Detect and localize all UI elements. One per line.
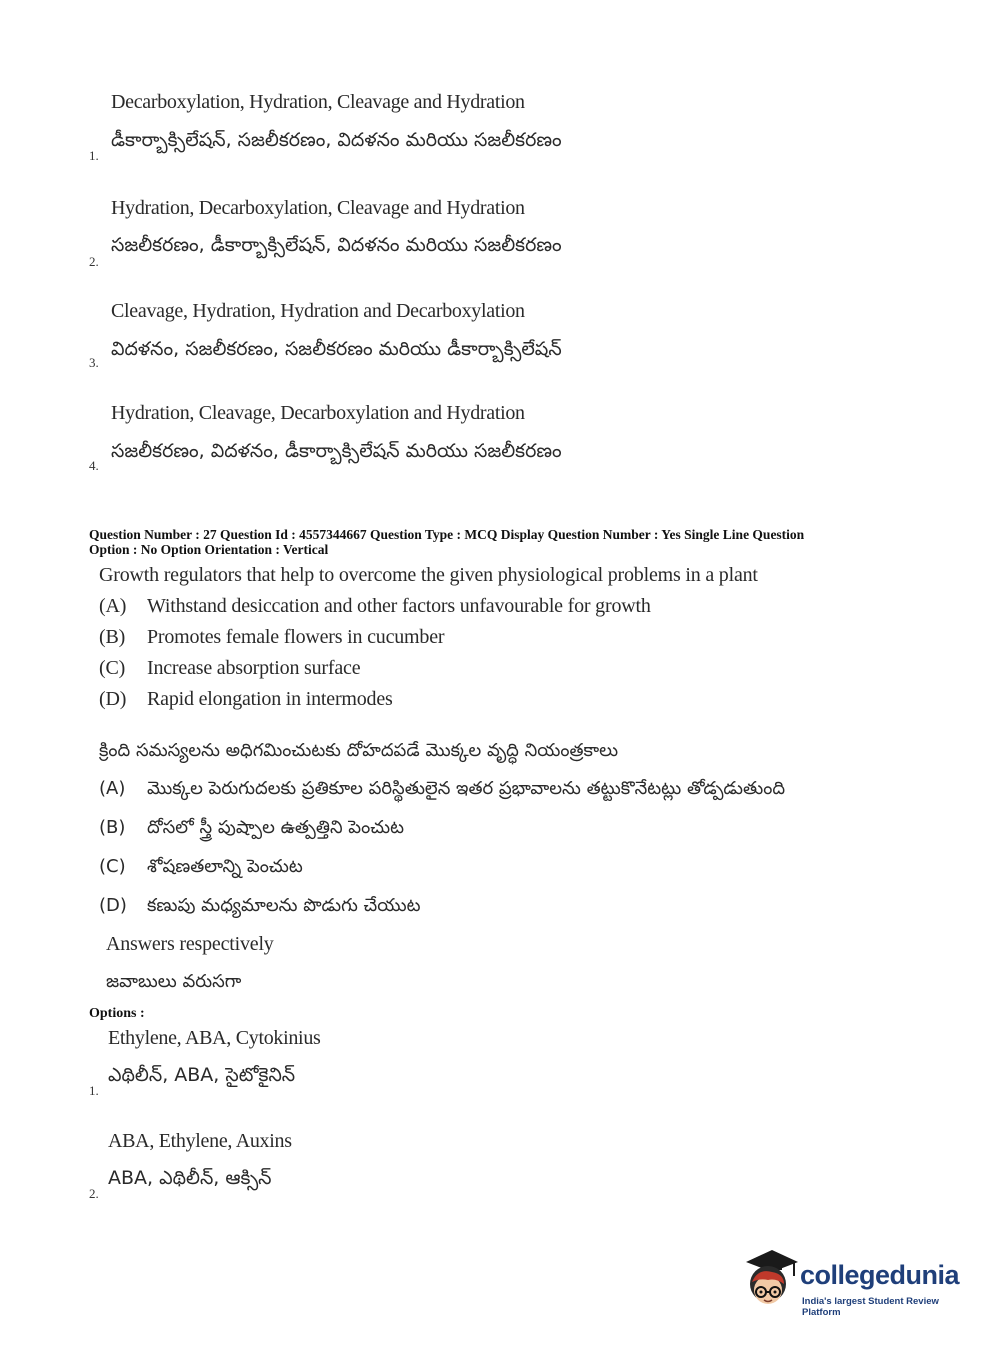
prev-option-3-te: విదళనం, సజలీకరణం, సజలీకరణం మరియు డీకార్బాక్సిలేషన్ bbox=[111, 338, 562, 360]
item-text: Rapid elongation in intermodes bbox=[147, 688, 393, 710]
collegedunia-logo bbox=[742, 1248, 967, 1318]
question-stem-en: Growth regulators that help to overcome the given physiological problems in a plant bbox=[99, 564, 758, 586]
question-stem-te: క్రింది సమస్యలను అధిగమించుటకు దోహదపడే మొక్కల వృద్ధి నియంత్రకాలు bbox=[99, 740, 619, 761]
prev-option-1-te: డీకార్బాక్సిలేషన్, సజలీకరణం, విదళనం మరియు సజలీకరణం bbox=[111, 129, 562, 151]
prev-option-2-en: Hydration, Decarboxylation, Cleavage and Hydration bbox=[111, 197, 525, 219]
item-label: (D) bbox=[99, 688, 127, 710]
answers-respectively-en: Answers respectively bbox=[106, 933, 274, 955]
prev-option-1-en: Decarboxylation, Hydration, Cleavage and Hydration bbox=[111, 91, 525, 113]
item-label: (D) bbox=[99, 895, 127, 916]
question-item-en-a bbox=[99, 595, 651, 618]
prev-option-4-en: Hydration, Cleavage, Decarboxylation and Hydration bbox=[111, 402, 525, 424]
mascot-icon bbox=[742, 1248, 800, 1318]
answer-option-2-number: 2. bbox=[89, 1186, 99, 1201]
question-item-te-c bbox=[99, 856, 303, 881]
prev-option-1-number: 1. bbox=[89, 148, 99, 163]
item-label: (C) bbox=[99, 856, 126, 877]
answers-respectively-te: జవాబులు వరుసగా bbox=[106, 971, 242, 992]
answer-option-1-en: Ethylene, ABA, Cytokinius bbox=[108, 1027, 321, 1049]
logo-wordmark: collegedunia bbox=[800, 1260, 960, 1290]
prev-option-4-number: 4. bbox=[89, 458, 99, 473]
answer-option-2-te: ABA, ఎథిలీన్, ఆక్సిన్ bbox=[108, 1167, 272, 1189]
answer-option-1-te: ఎథిలీన్, ABA, సైటోకైనిన్ bbox=[108, 1064, 296, 1086]
question-item-en-d bbox=[99, 688, 393, 711]
item-label: (A) bbox=[99, 595, 127, 617]
question-item-en-c bbox=[99, 657, 360, 680]
question-item-te-d bbox=[99, 895, 420, 920]
item-text: కణుపు మధ్యమాలను పొడుగు చేయుట bbox=[147, 895, 421, 916]
question-item-te-a bbox=[99, 778, 785, 803]
item-text: శోషణతలాన్ని పెంచుట bbox=[147, 856, 303, 877]
question-meta-line-1: Question Number : 27 Question Id : 4557344667 Question Type : MCQ Display Question Number : Yes Single Line Question bbox=[89, 527, 805, 542]
question-meta-line-2: Option : No Option Orientation : Vertical bbox=[89, 542, 329, 557]
item-label: (C) bbox=[99, 657, 126, 679]
prev-option-2-number: 2. bbox=[89, 254, 99, 269]
question-item-en-b bbox=[99, 626, 444, 649]
prev-option-4-te: సజలీకరణం, విదళనం, డీకార్బాక్సిలేషన్ మరియు సజలీకరణం bbox=[111, 440, 562, 462]
item-label: (A) bbox=[99, 778, 126, 799]
prev-option-3-number: 3. bbox=[89, 355, 99, 370]
item-label: (B) bbox=[99, 626, 126, 648]
item-text: Increase absorption surface bbox=[147, 657, 361, 679]
prev-option-3-en: Cleavage, Hydration, Hydration and Decarboxylation bbox=[111, 300, 525, 322]
prev-option-2-te: సజలీకరణం, డీకార్బాక్సిలేషన్, విదళనం మరియు సజలీకరణం bbox=[111, 234, 562, 256]
logo-tagline: India's largest Student Review Platform bbox=[802, 1296, 939, 1318]
item-label: (B) bbox=[99, 817, 126, 838]
answer-option-2-en: ABA, Ethylene, Auxins bbox=[108, 1130, 292, 1152]
options-label: Options : bbox=[89, 1006, 145, 1021]
item-text: Withstand desiccation and other factors unfavourable for growth bbox=[147, 595, 651, 617]
question-item-te-b bbox=[99, 817, 404, 842]
item-text: మొక్కల పెరుగుదలకు ప్రతికూల పరిస్థితులైన ఇతర ప్రభావాలను తట్టుకొనేటట్లు తోడ్పడుతుంది bbox=[147, 778, 786, 799]
item-text: Promotes female flowers in cucumber bbox=[147, 626, 445, 648]
answer-option-1-number: 1. bbox=[89, 1083, 99, 1098]
item-text: దోసలో స్త్రీ పుష్పాల ఉత్పత్తిని పెంచుట bbox=[147, 817, 405, 838]
